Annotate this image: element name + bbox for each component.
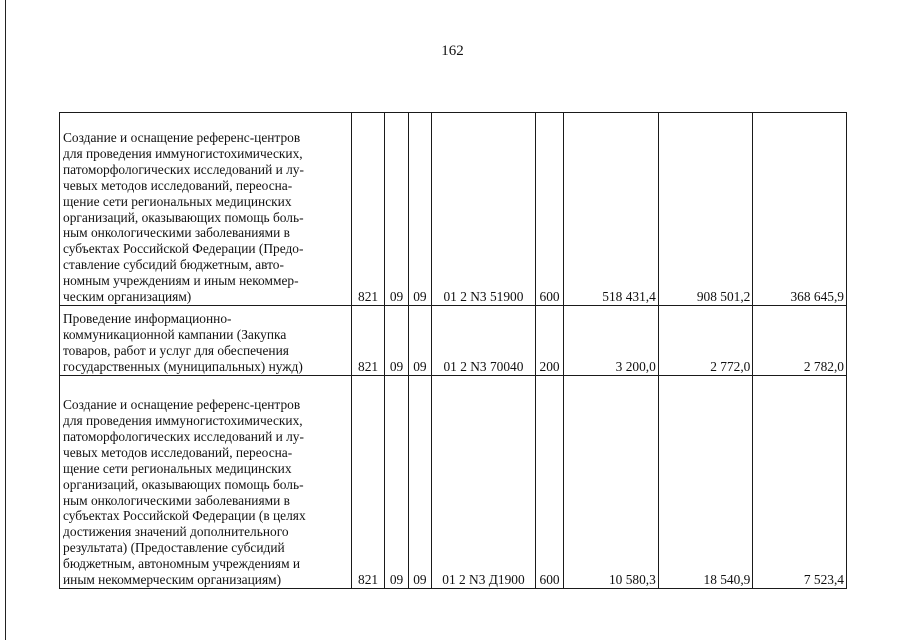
expense-name-cell	[60, 306, 352, 376]
ministry-code-cell: 821	[351, 376, 385, 589]
name-line: чевых методов исследований, переосна-	[63, 177, 293, 193]
name-line: товаров, работ и услуг для обеспечения	[63, 343, 289, 359]
name-line: Проведение информационно-	[63, 311, 232, 327]
name-line: достижения значений дополнительного	[63, 524, 289, 540]
name-line: для проведения иммуногистохимических,	[63, 413, 303, 429]
target-article-cell: 01 2 N3 Д1900	[432, 376, 536, 589]
amount-year-1-cell: 3 200,0	[564, 306, 659, 376]
name-line: коммуникационной кампании (Закупка	[63, 327, 287, 343]
amount-year-3-cell: 368 645,9	[753, 113, 847, 306]
amount-year-2-cell: 2 772,0	[658, 306, 753, 376]
name-line: патоморфологических исследований и лу-	[63, 428, 304, 444]
ministry-code-cell: 821	[351, 113, 385, 306]
budget-table	[59, 112, 847, 589]
target-article-cell: 01 2 N3 51900	[432, 113, 536, 306]
expense-type-cell: 200	[535, 306, 563, 376]
name-line: субъектах Российской Федерации (в целях	[63, 508, 306, 524]
section-code-cell: 09	[385, 113, 408, 306]
expense-type-cell: 600	[535, 376, 563, 589]
amount-year-1-cell: 518 431,4	[564, 113, 659, 306]
name-line: щение сети региональных медицинских	[63, 193, 292, 209]
table-row	[60, 376, 847, 589]
name-line: организаций, оказывающих помощь боль-	[63, 476, 304, 492]
name-line: ставление субсидий бюджетным, авто-	[63, 257, 284, 273]
section-code-cell: 09	[385, 376, 408, 589]
amount-year-3-cell: 2 782,0	[753, 306, 847, 376]
ministry-code-cell: 821	[351, 306, 385, 376]
name-line: ным онкологическими заболеваниями в	[63, 492, 290, 508]
amount-year-2-cell: 18 540,9	[658, 376, 753, 589]
target-article-cell: 01 2 N3 70040	[432, 306, 536, 376]
table-row	[60, 113, 847, 306]
name-line: щение сети региональных медицинских	[63, 460, 292, 476]
name-line: патоморфологических исследований и лу-	[63, 161, 304, 177]
name-line: чевых методов исследований, переосна-	[63, 444, 293, 460]
name-line: ным онкологическими заболеваниями в	[63, 225, 290, 241]
expense-type-cell: 600	[535, 113, 563, 306]
name-line: Создание и оснащение референс-центров	[63, 130, 301, 146]
name-line: организаций, оказывающих помощь боль-	[63, 209, 304, 225]
amount-year-3-cell: 7 523,4	[753, 376, 847, 589]
subsection-code-cell: 09	[408, 113, 431, 306]
name-line: результата) (Предоставление субсидий	[63, 540, 285, 556]
page-number: 162	[441, 43, 464, 59]
name-line: ческим организациям)	[63, 289, 192, 305]
table-row	[60, 306, 847, 376]
subsection-code-cell: 09	[408, 306, 431, 376]
subsection-code-cell: 09	[408, 376, 431, 589]
name-line: для проведения иммуногистохимических,	[63, 145, 303, 161]
amount-year-2-cell: 908 501,2	[658, 113, 753, 306]
table-body	[60, 113, 847, 589]
amount-year-1-cell: 10 580,3	[564, 376, 659, 589]
expense-name-cell	[60, 113, 352, 306]
section-code-cell: 09	[385, 306, 408, 376]
name-line: Создание и оснащение референс-центров	[63, 397, 301, 413]
name-line: государственных (муниципальных) нужд)	[63, 359, 303, 375]
page-edge-line	[5, 0, 6, 640]
name-line: субъектах Российской Федерации (Предо-	[63, 241, 304, 257]
name-line: бюджетным, автономным учреждениям и	[63, 556, 301, 572]
name-line: номным учреждениям и иным некоммер-	[63, 273, 299, 289]
name-line: иным некоммерческим организациям)	[63, 572, 282, 588]
expense-name-cell	[60, 376, 352, 589]
